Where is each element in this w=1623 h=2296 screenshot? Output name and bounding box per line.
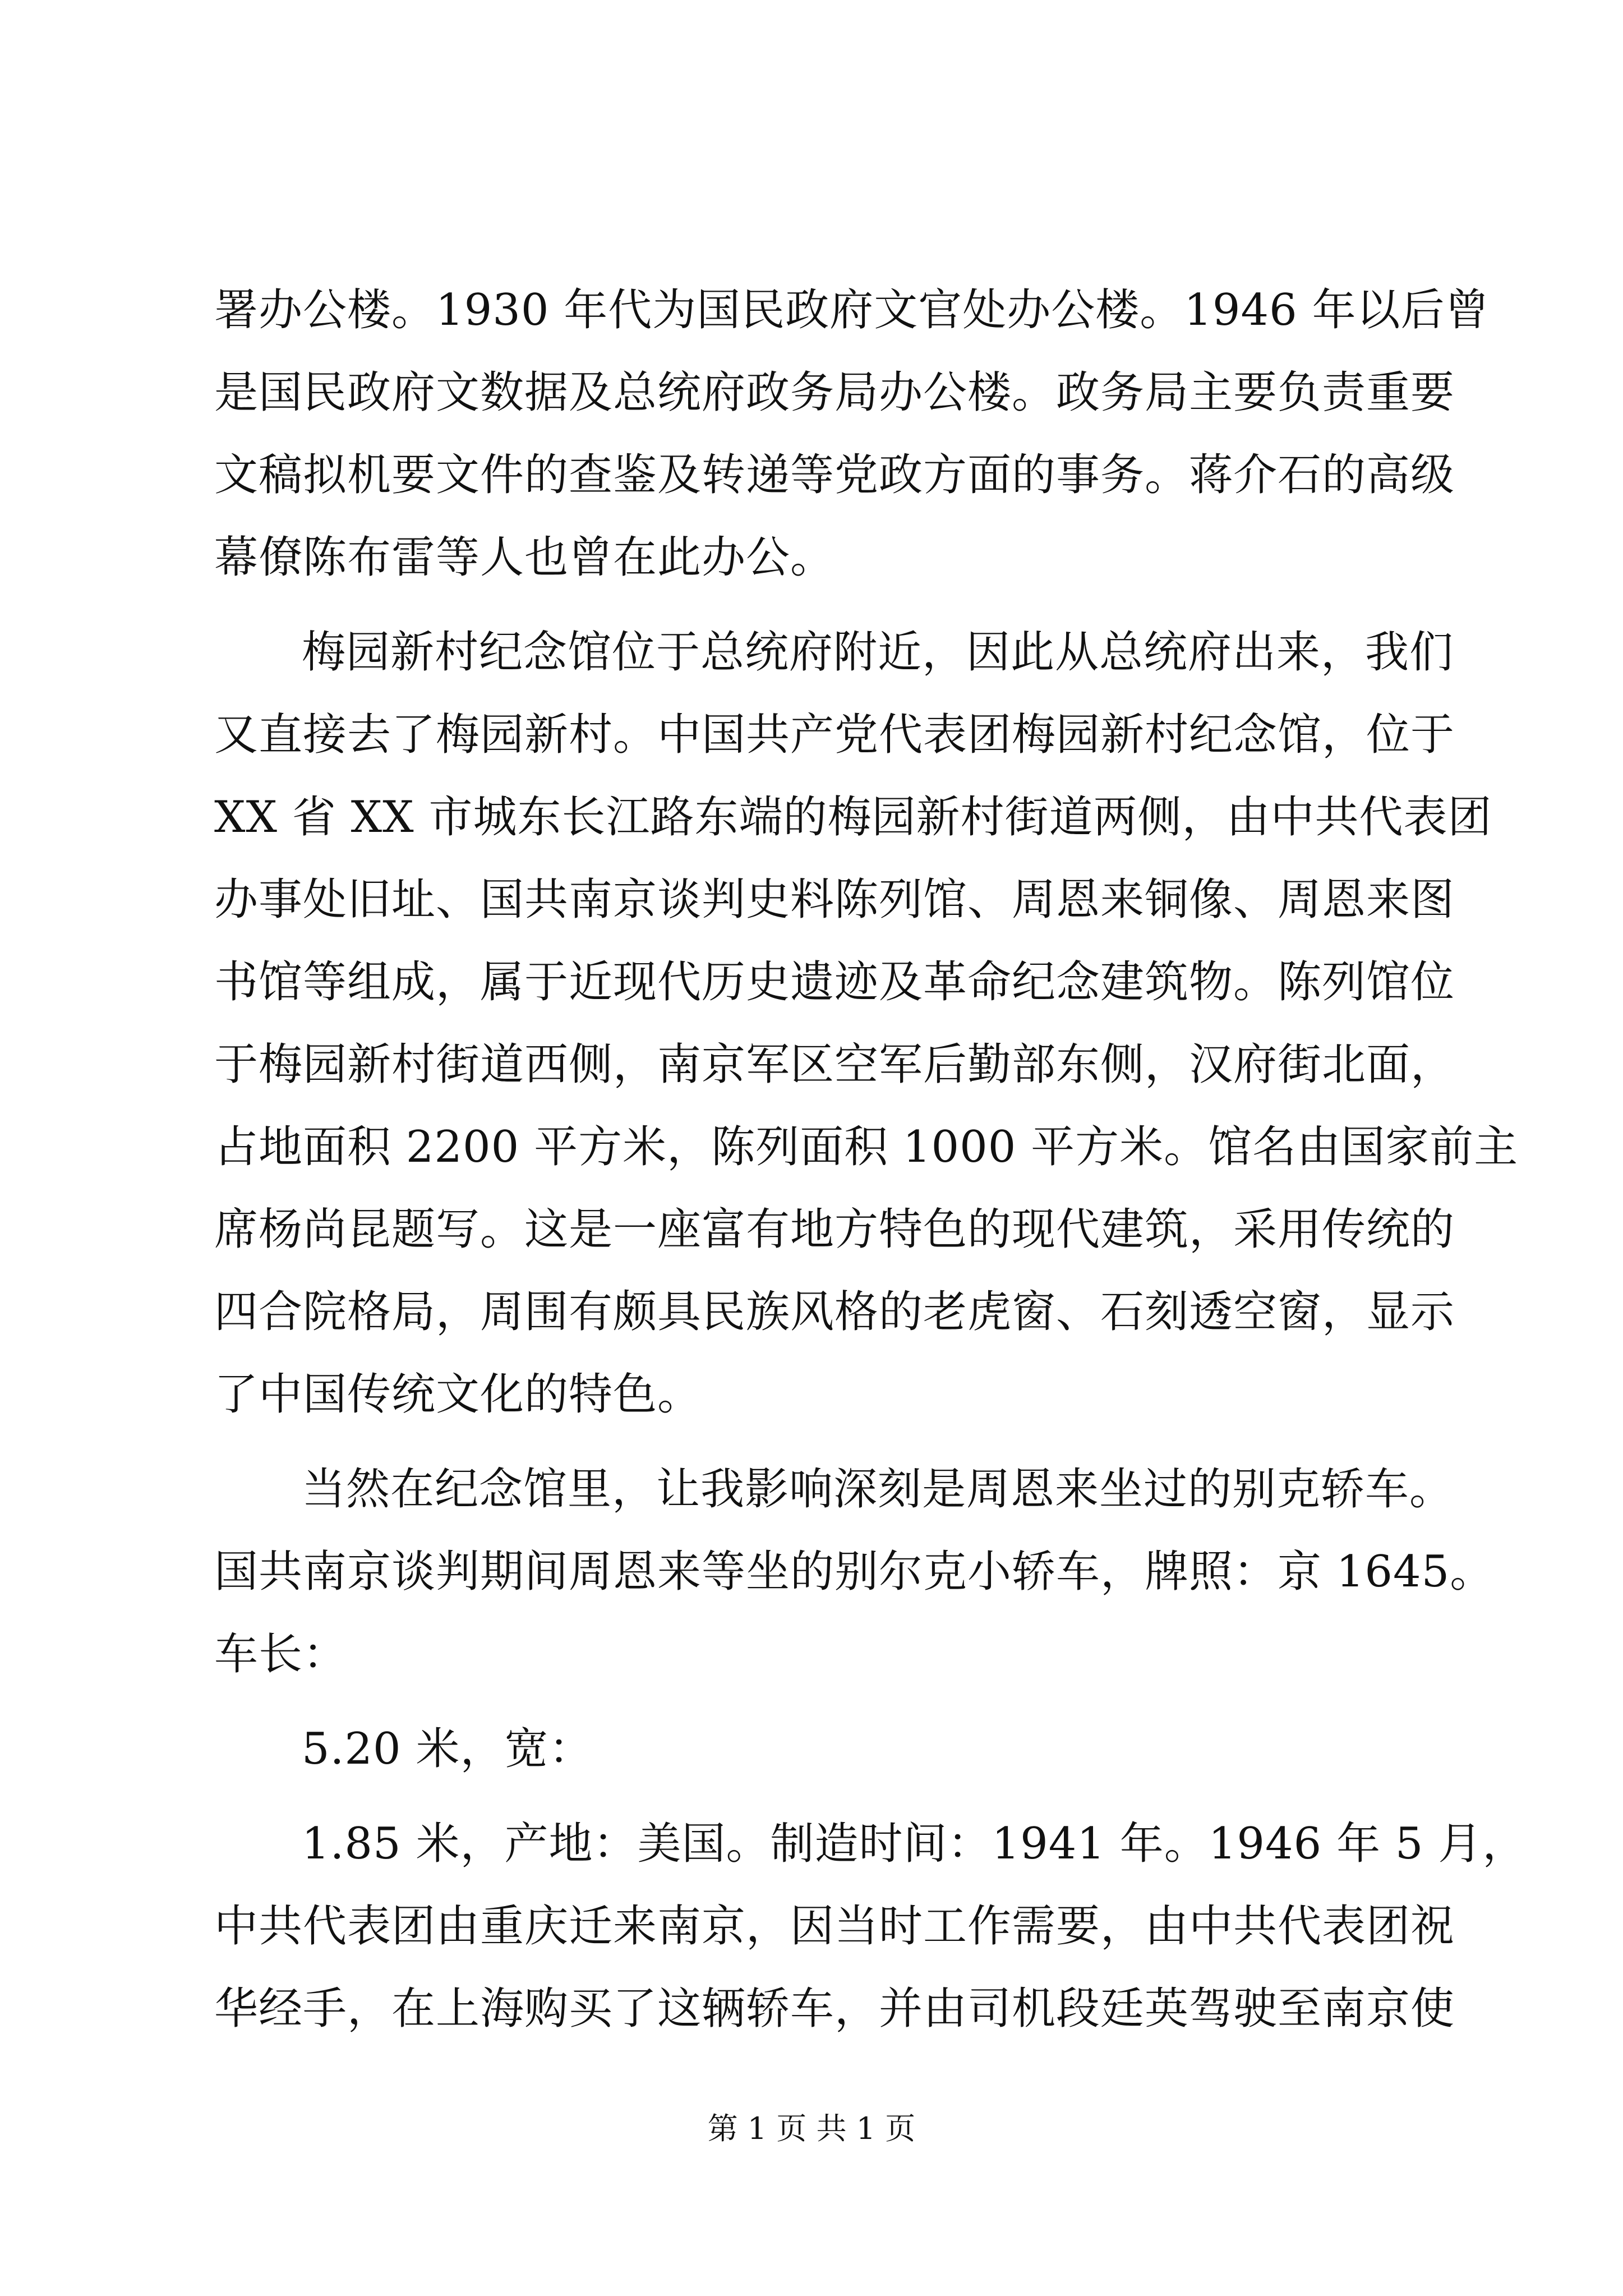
text-line: 中共代表团由重庆迁来南京，因当时工作需要，由中共代表团祝 (214, 1901, 1455, 1952)
text-line: 幕僚陈布雷等人也曾在此办公。 (214, 532, 835, 583)
text-line: XX 省 XX 市城东长江路东端的梅园新村街道两侧，由中共代表团 (214, 792, 1492, 843)
text-line: 于梅园新村街道西侧，南京军区空军后勤部东侧，汉府街北面， (214, 1039, 1455, 1090)
paragraph-start-line: 5.20 米，宽： (302, 1724, 593, 1774)
text-line: 又直接去了梅园新村。中国共产党代表团梅园新村纪念馆，位于 (214, 710, 1455, 760)
text-line: 车长： (214, 1629, 348, 1680)
text-line: 华经手，在上海购买了这辆轿车，并由司机段廷英驾驶至南京使 (214, 1984, 1455, 2034)
text-line: 书馆等组成，属于近现代历史遗迹及革命纪念建筑物。陈列馆位 (214, 957, 1455, 1007)
text-line: 席杨尚昆题写。这是一座富有地方特色的现代建筑，采用传统的 (214, 1204, 1455, 1255)
text-line: 办事处旧址、国共南京谈判史料陈列馆、周恩来铜像、周恩来图 (214, 875, 1455, 925)
text-line: 是国民政府文数据及总统府政务局办公楼。政务局主要负责重要 (214, 367, 1455, 418)
text-line: 占地面积 2200 平方米，陈列面积 1000 平方米。馆名由国家前主 (214, 1122, 1519, 1172)
paragraph-start-line: 1.85 米，产地：美国。制造时间：1941 年。1946 年 5 月， (302, 1819, 1527, 1869)
text-line: 文稿拟机要文件的查鉴及转递等党政方面的事务。蒋介石的高级 (214, 450, 1455, 500)
text-line: 了中国传统文化的特色。 (214, 1369, 702, 1420)
paragraph-start-line: 梅园新村纪念馆位于总统府附近，因此从总统府出来，我们 (302, 627, 1454, 678)
paragraph-start-line: 当然在纪念馆里，让我影响深刻是周恩来坐过的别克轿车。 (302, 1464, 1454, 1515)
text-line: 国共南京谈判期间周恩来等坐的别尔克小轿车，牌照：京 1645。 (214, 1547, 1495, 1597)
text-line: 署办公楼。1930 年代为国民政府文官处办公楼。1946 年以后曾 (214, 285, 1490, 335)
page-footer (0, 2109, 1623, 2148)
page-number-label: 第 1 页 共 1 页 (707, 2111, 916, 2146)
document-body (214, 269, 1527, 2050)
text-line: 四合院格局，周围有颇具民族风格的老虎窗、石刻透空窗，显示 (214, 1287, 1455, 1337)
